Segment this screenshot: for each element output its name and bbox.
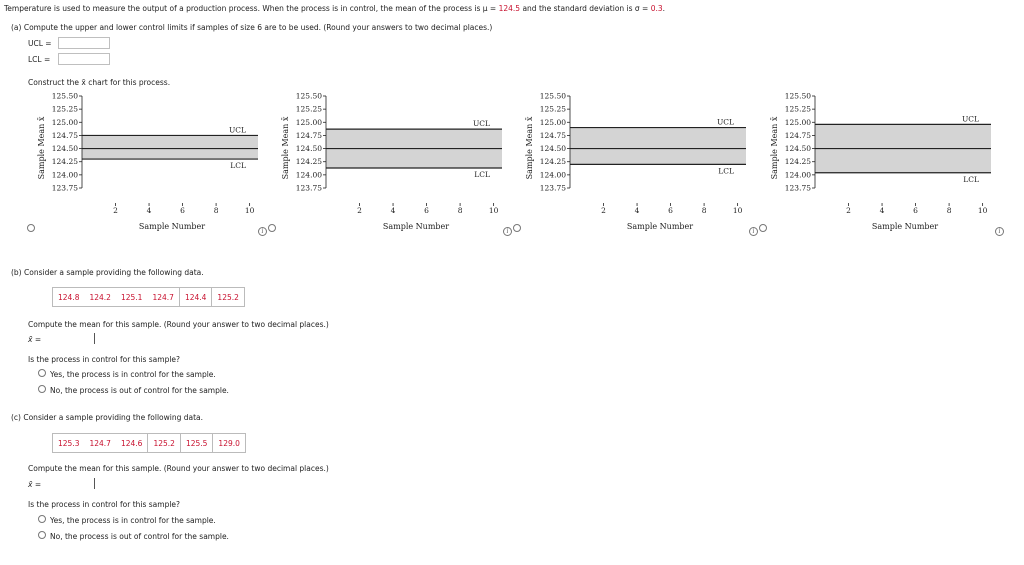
x-tick-label: 6 bbox=[668, 206, 673, 215]
part-b-mean-input[interactable] bbox=[94, 333, 95, 344]
x-tick-label: 10 bbox=[244, 206, 255, 215]
lcl-label: LCL = bbox=[28, 55, 51, 64]
chart-option-2 bbox=[274, 90, 514, 238]
y-tick-label: 124.00 bbox=[51, 170, 78, 180]
y-tick-label: 124.50 bbox=[51, 144, 78, 154]
part-c-no-radio[interactable] bbox=[38, 531, 46, 539]
y-tick-label: 124.50 bbox=[784, 144, 811, 154]
y-tick-label: 124.00 bbox=[295, 170, 322, 180]
ucl-label: UCL bbox=[716, 117, 734, 127]
ucl-input[interactable] bbox=[58, 37, 110, 49]
ucl-label: UCL bbox=[228, 125, 246, 135]
info-icon[interactable]: i bbox=[503, 227, 512, 236]
control-band bbox=[82, 135, 258, 159]
chart-option-4-radio[interactable] bbox=[759, 224, 767, 232]
x-tick-label: 2 bbox=[846, 206, 851, 215]
y-axis-label: Sample Mean x̄ bbox=[525, 116, 534, 180]
part-b-question: Is the process in control for this sample? bbox=[28, 355, 181, 364]
x-tick-label: 6 bbox=[180, 206, 185, 215]
y-tick-label: 124.25 bbox=[51, 157, 78, 167]
data-cell: 124.6 bbox=[116, 433, 148, 453]
part-c-compute-text: Compute the mean for this sample. (Round your answer to two decimal places.) bbox=[28, 464, 329, 473]
x-axis-label: Sample Number bbox=[382, 222, 450, 231]
y-tick-label: 125.25 bbox=[51, 104, 78, 114]
part-c-no-label[interactable]: No, the process is out of control for the sample. bbox=[50, 532, 229, 541]
y-tick-label: 125.50 bbox=[51, 91, 78, 101]
chart-option-4 bbox=[763, 90, 1003, 238]
data-cell: 125.2 bbox=[212, 287, 244, 307]
y-tick-label: 125.00 bbox=[295, 117, 322, 127]
y-tick-label: 124.75 bbox=[784, 130, 811, 140]
lcl-label: LCL bbox=[963, 174, 979, 184]
y-tick-label: 124.75 bbox=[51, 130, 78, 140]
part-c-xbar-label: x̄ = bbox=[28, 480, 42, 489]
x-tick-label: 4 bbox=[879, 206, 885, 215]
data-cell: 125.5 bbox=[181, 433, 213, 453]
lcl-label: LCL bbox=[474, 170, 490, 180]
ucl-label: UCL bbox=[961, 114, 979, 124]
data-cell: 124.7 bbox=[147, 287, 179, 307]
data-cell: 124.7 bbox=[84, 433, 115, 453]
data-cell: 125.1 bbox=[116, 287, 147, 307]
x-tick-label: 4 bbox=[390, 206, 396, 215]
intro-text-start: Temperature is used to measure the output of a production process. When the process is in control, the mean of the process is μ = bbox=[4, 4, 499, 13]
data-cell: 125.3 bbox=[52, 433, 84, 453]
y-tick-label: 125.00 bbox=[539, 117, 566, 127]
y-axis-label: Sample Mean x̄ bbox=[770, 116, 779, 180]
part-c-yes-label[interactable]: Yes, the process is in control for the sample. bbox=[50, 516, 216, 525]
lcl-input[interactable] bbox=[58, 53, 110, 65]
part-b-no-radio[interactable] bbox=[38, 385, 46, 393]
x-tick-label: 10 bbox=[732, 206, 743, 215]
x-tick-label: 6 bbox=[913, 206, 918, 215]
x-tick-label: 8 bbox=[946, 206, 952, 215]
y-tick-label: 124.00 bbox=[784, 170, 811, 180]
y-tick-label: 125.00 bbox=[51, 117, 78, 127]
x-tick-label: 4 bbox=[634, 206, 640, 215]
x-tick-label: 4 bbox=[146, 206, 152, 215]
y-tick-label: 123.75 bbox=[51, 183, 78, 193]
x-axis-label: Sample Number bbox=[871, 222, 939, 231]
x-tick-label: 6 bbox=[424, 206, 429, 215]
y-tick-label: 123.75 bbox=[539, 183, 566, 193]
y-axis-label: Sample Mean x̄ bbox=[37, 116, 46, 180]
data-cell: 129.0 bbox=[213, 433, 245, 453]
x-tick-label: 10 bbox=[977, 206, 988, 215]
y-tick-label: 123.75 bbox=[784, 183, 811, 193]
part-b-data-table bbox=[52, 287, 245, 307]
x-tick-label: 2 bbox=[113, 206, 118, 215]
x-axis-label: Sample Number bbox=[626, 222, 694, 231]
problem-statement bbox=[4, 4, 665, 13]
x-tick-label: 2 bbox=[601, 206, 606, 215]
y-axis-label: Sample Mean x̄ bbox=[281, 116, 290, 180]
y-tick-label: 125.00 bbox=[784, 117, 811, 127]
part-c-mean-input[interactable] bbox=[94, 478, 95, 489]
y-tick-label: 123.75 bbox=[295, 183, 322, 193]
chart-option-1 bbox=[30, 90, 270, 238]
y-tick-label: 125.50 bbox=[784, 91, 811, 101]
part-b-yes-radio[interactable] bbox=[38, 369, 46, 377]
info-icon[interactable]: i bbox=[749, 227, 758, 236]
chart-option-1-radio[interactable] bbox=[27, 224, 35, 232]
chart-option-3 bbox=[518, 90, 758, 238]
construct-chart-text: Construct the x̄ chart for this process. bbox=[28, 78, 171, 87]
data-cell: 124.4 bbox=[180, 287, 212, 307]
y-tick-label: 124.00 bbox=[539, 170, 566, 180]
chart-option-3-radio[interactable] bbox=[513, 224, 521, 232]
part-c-yes-radio[interactable] bbox=[38, 515, 46, 523]
x-axis-label: Sample Number bbox=[138, 222, 206, 231]
y-tick-label: 124.75 bbox=[295, 130, 322, 140]
part-c-question: Is the process in control for this sample? bbox=[28, 500, 181, 509]
intro-text-end: . bbox=[662, 4, 666, 13]
part-b-no-label[interactable]: No, the process is out of control for the sample. bbox=[50, 386, 229, 395]
ucl-label: UCL = bbox=[28, 39, 52, 48]
x-tick-label: 8 bbox=[213, 206, 219, 215]
y-tick-label: 125.25 bbox=[295, 104, 322, 114]
y-tick-label: 124.25 bbox=[539, 157, 566, 167]
ucl-label: UCL bbox=[472, 119, 490, 129]
data-cell: 124.8 bbox=[52, 287, 84, 307]
data-cell: 125.2 bbox=[148, 433, 180, 453]
y-tick-label: 124.75 bbox=[539, 130, 566, 140]
x-tick-label: 2 bbox=[357, 206, 362, 215]
control-band bbox=[570, 128, 746, 165]
intro-text-mid: and the standard deviation is σ = bbox=[520, 4, 651, 13]
x-tick-label: 8 bbox=[457, 206, 463, 215]
sigma-value: 0.3 bbox=[650, 4, 663, 13]
part-a-question: (a) Compute the upper and lower control limits if samples of size 6 are to be used. (Round your answers to two decimal places.) bbox=[11, 23, 493, 32]
lcl-label: LCL bbox=[230, 161, 246, 171]
y-tick-label: 125.25 bbox=[784, 104, 811, 114]
data-cell: 124.2 bbox=[84, 287, 115, 307]
y-tick-label: 125.50 bbox=[295, 91, 322, 101]
y-tick-label: 124.25 bbox=[295, 157, 322, 167]
lcl-label: LCL bbox=[718, 166, 734, 176]
info-icon[interactable]: i bbox=[995, 227, 1004, 236]
part-c-intro: (c) Consider a sample providing the following data. bbox=[11, 413, 204, 422]
y-tick-label: 124.50 bbox=[295, 144, 322, 154]
part-b-compute-text: Compute the mean for this sample. (Round your answer to two decimal places.) bbox=[28, 320, 329, 329]
y-tick-label: 124.25 bbox=[784, 157, 811, 167]
part-b-yes-label[interactable]: Yes, the process is in control for the sample. bbox=[50, 370, 216, 379]
part-c-data-table bbox=[52, 433, 246, 453]
mu-value: 124.5 bbox=[498, 4, 521, 13]
x-tick-label: 8 bbox=[701, 206, 707, 215]
part-b-intro: (b) Consider a sample providing the following data. bbox=[11, 268, 204, 277]
y-tick-label: 125.25 bbox=[539, 104, 566, 114]
chart-option-2-radio[interactable] bbox=[268, 224, 276, 232]
y-tick-label: 124.50 bbox=[539, 144, 566, 154]
y-tick-label: 125.50 bbox=[539, 91, 566, 101]
info-icon[interactable]: i bbox=[258, 227, 267, 236]
x-tick-label: 10 bbox=[488, 206, 499, 215]
part-b-xbar-label: x̄ = bbox=[28, 335, 42, 344]
